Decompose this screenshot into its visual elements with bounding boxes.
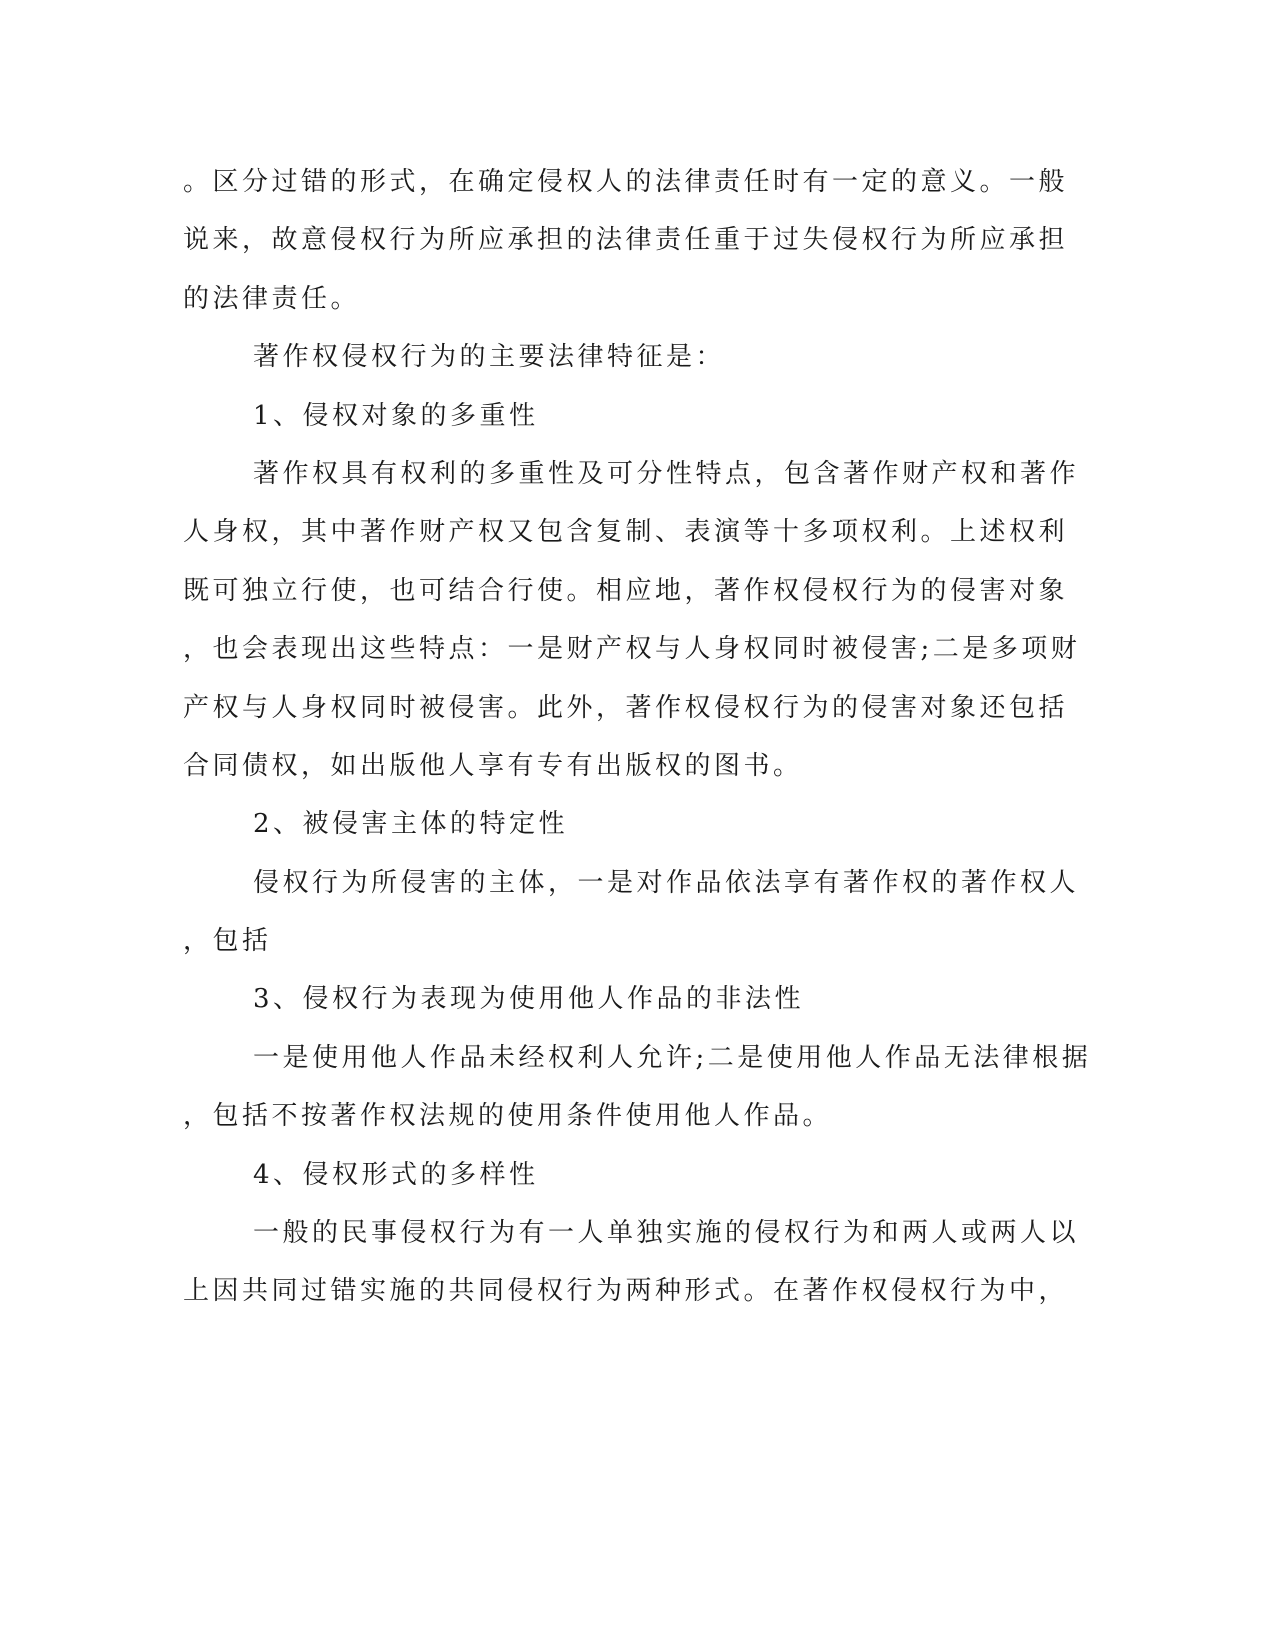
- text-line: ，包括不按著作权法规的使用条件使用他人作品。: [183, 1101, 833, 1132]
- text-line: 上因共同过错实施的共同侵权行为两种形式。在著作权侵权行为中，: [183, 1276, 1069, 1307]
- text-line: 说来，故意侵权行为所应承担的法律责任重于过失侵权行为所应承担: [183, 225, 1069, 256]
- text-line: ，包括: [183, 926, 272, 957]
- text-line: ，也会表现出这些特点：一是财产权与人身权同时被侵害;二是多项财: [183, 634, 1081, 665]
- text-line: 人身权，其中著作财产权又包含复制、表演等十多项权利。上述权利: [183, 517, 1069, 548]
- text-line: 一是使用他人作品未经权利人允许;二是使用他人作品无法律根据: [253, 1042, 1092, 1073]
- text-line: 产权与人身权同时被侵害。此外，著作权侵权行为的侵害对象还包括: [183, 692, 1069, 723]
- text-line: 著作权侵权行为的主要法律特征是：: [253, 342, 726, 373]
- section-heading: 1、侵权对象的多重性: [253, 400, 539, 431]
- body-text: [183, 160, 1092, 1328]
- text-line: 。区分过错的形式，在确定侵权人的法律责任时有一定的意义。一般: [183, 167, 1069, 197]
- text-line: 侵权行为所侵害的主体，一是对作品依法享有著作权的著作权人: [253, 867, 1080, 898]
- text-line: 一般的民事侵权行为有一人单独实施的侵权行为和两人或两人以: [253, 1218, 1080, 1249]
- text-line: 的法律责任。: [183, 283, 361, 314]
- text-line: 既可独立行使，也可结合行使。相应地，著作权侵权行为的侵害对象: [183, 575, 1069, 606]
- text-line: 合同债权，如出版他人享有专有出版权的图书。: [183, 750, 803, 781]
- section-heading: 4、侵权形式的多样性: [253, 1159, 539, 1190]
- section-heading: 2、被侵害主体的特定性: [253, 809, 569, 840]
- section-heading: 3、侵权行为表现为使用他人作品的非法性: [253, 984, 805, 1015]
- text-line: 著作权具有权利的多重性及可分性特点，包含著作财产权和著作: [253, 458, 1080, 489]
